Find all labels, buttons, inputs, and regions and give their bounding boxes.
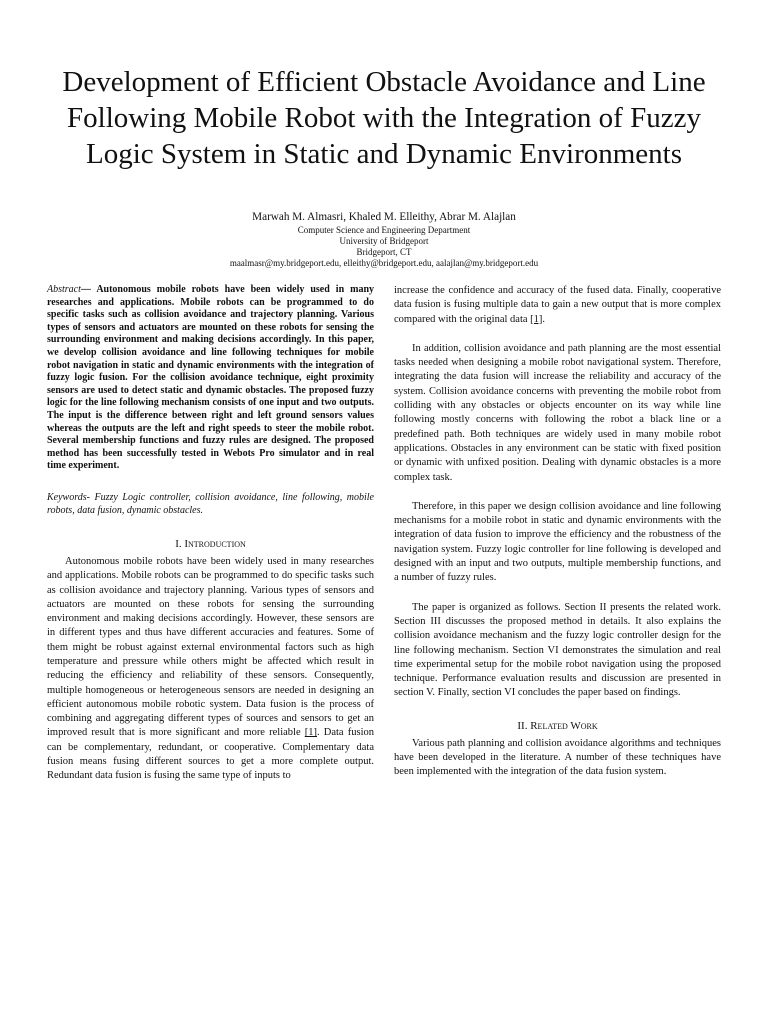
- intro-text-part1: Autonomous mobile robots have been widely used in many researches and applications. Mobile robots can be programmed to do specific tasks such as collision avoidance and trajectory planning. Various types of sensors and actuators are mounted on these robots for sensing the surrounding environment and making decisions accordingly. However, these sensors are in different types and thus have different accuracies and features. Some of them might be robust against external environmental factors such as high temperature and pressure while others might be affected which result in reducing the efficiency and reliability of these sensors. Consequently, multiple homogeneous or heterogeneous sensors are needed in designing an efficient autonomous mobile robotic system. Data fusion is the process of combining and aggregating different types of sources and sensors to get an improved result that is more significant and more reliable: [47, 555, 374, 739]
- affiliation-city: Bridgeport, CT: [356, 247, 412, 257]
- continued-text-part2: .: [542, 313, 546, 325]
- paper-approach-paragraph: Therefore, in this paper we design collision avoidance and line following mechanisms for a mobile robot in static and dynamic environments with the integration of data fusion to improve the efficiency and the robustness of the navigation system. Fuzzy logic controller for line following is developed and designed with an input and two outputs, multiple membership functions, and a number of fuzzy rules.: [394, 500, 721, 584]
- affiliation-department: Computer Science and Engineering Department: [297, 225, 471, 235]
- collision-avoidance-paragraph: In addition, collision avoidance and path planning are the most essential tasks needed when designing a mobile robot navigational system. Therefore, integrating the data fusion will increase the reliability and accuracy of the system. Collision avoidance concerns with preventing the mobile robot from colliding with any obstacles or objects encounter on its way while line following mostly concerns with following the robot a black line or a predefined path. Both techniques are widely used in many mobile robot applications. Obstacles in any environment can be static with fixed position or dynamic with unfixed position. Dealing with dynamic obstacles is a more complex task.: [394, 342, 721, 483]
- keywords: Keywords- Fuzzy Logic controller, collision avoidance, line following, mobile robots, data fusion, dynamic obstacles.: [47, 491, 374, 516]
- citation-link[interactable]: [1]: [304, 727, 317, 739]
- citation-link[interactable]: [1]: [530, 313, 543, 325]
- paper-title: Development of Efficient Obstacle Avoidance and Line Following Mobile Robot with the Integration of Fuzzy Logic System in Static and Dynamic Environments: [62, 66, 706, 170]
- abstract-lead: Abstract: [47, 284, 81, 295]
- abstract-dash: —: [80, 284, 91, 295]
- paper-organization-paragraph: The paper is organized as follows. Section II presents the related work. Section III discusses the proposed method in details. It also explains the collision avoidance mechanism and the fuzzy logic controller design for the line following mechanism. Section VI demonstrates the simulation and real time experimental setup for the mobile robot navigation using the proposed technique. Performance evaluation results and discussion are presented in section V. Finally, section VI concludes the paper based on findings.: [394, 601, 721, 699]
- intro-text-part2: . Data fusion can be complementary, redundant, or cooperative. Complementary data fusion means fusing different sources to get a more complete output. Redundant data fusion is fusing the same type of inputs to: [47, 727, 374, 782]
- continued-text-part1: increase the confidence and accuracy of the fused data. Finally, cooperative data fusion is fusing multiple data to gain a new output that is more complex compared with the original data: [394, 285, 721, 325]
- abstract-text: Autonomous mobile robots have been widely used in many researches and applications. Mobile robots can be programmed to do specific tasks such as collision avoidance and trajectory planning. Various types of sensors and actuators are mounted on these robots for sensing the surrounding environment and making decisions accordingly. In this paper, we develop collision avoidance and line following techniques for mobile robot navigation in static and dynamic environments with the integration of fuzzy logic fusion. For the collision avoidance technique, eight proximity sensors are used to detect static and dynamic obstacles. The proposed fuzzy logic for the line following mechanism consists of one input and two outputs. The input is the difference between right and left ground sensors values whereas the outputs are the left and right speeds to steer the mobile robot. Several membership functions and fuzzy rules are designed. The proposed method has been successfully tested in Webots Pro simulator and in real time experiment.: [47, 284, 374, 472]
- author-emails: maalmasr@my.bridgeport.edu, elleithy@bridgeport.edu, aalajlan@my.bridgeport.edu: [229, 258, 539, 268]
- related-work-paragraph: Various path planning and collision avoidance algorithms and techniques have been developed in the literature. A number of these techniques have been implemented with the integration of the data fusion system.: [394, 737, 721, 778]
- section-heading-introduction: I. Introduction: [175, 537, 246, 550]
- left-column: [47, 284, 374, 784]
- intro-paragraph-continued: [394, 284, 721, 327]
- intro-paragraph: [47, 555, 374, 784]
- author-list: Marwah M. Almasri, Khaled M. Elleithy, Abrar M. Alajlan: [252, 211, 516, 223]
- abstract: [47, 284, 374, 473]
- section-heading-related-work: II. Related Work: [517, 719, 598, 732]
- affiliation-university: University of Bridgeport: [339, 236, 429, 246]
- affiliation-block: [40, 225, 728, 269]
- right-column: [394, 284, 721, 780]
